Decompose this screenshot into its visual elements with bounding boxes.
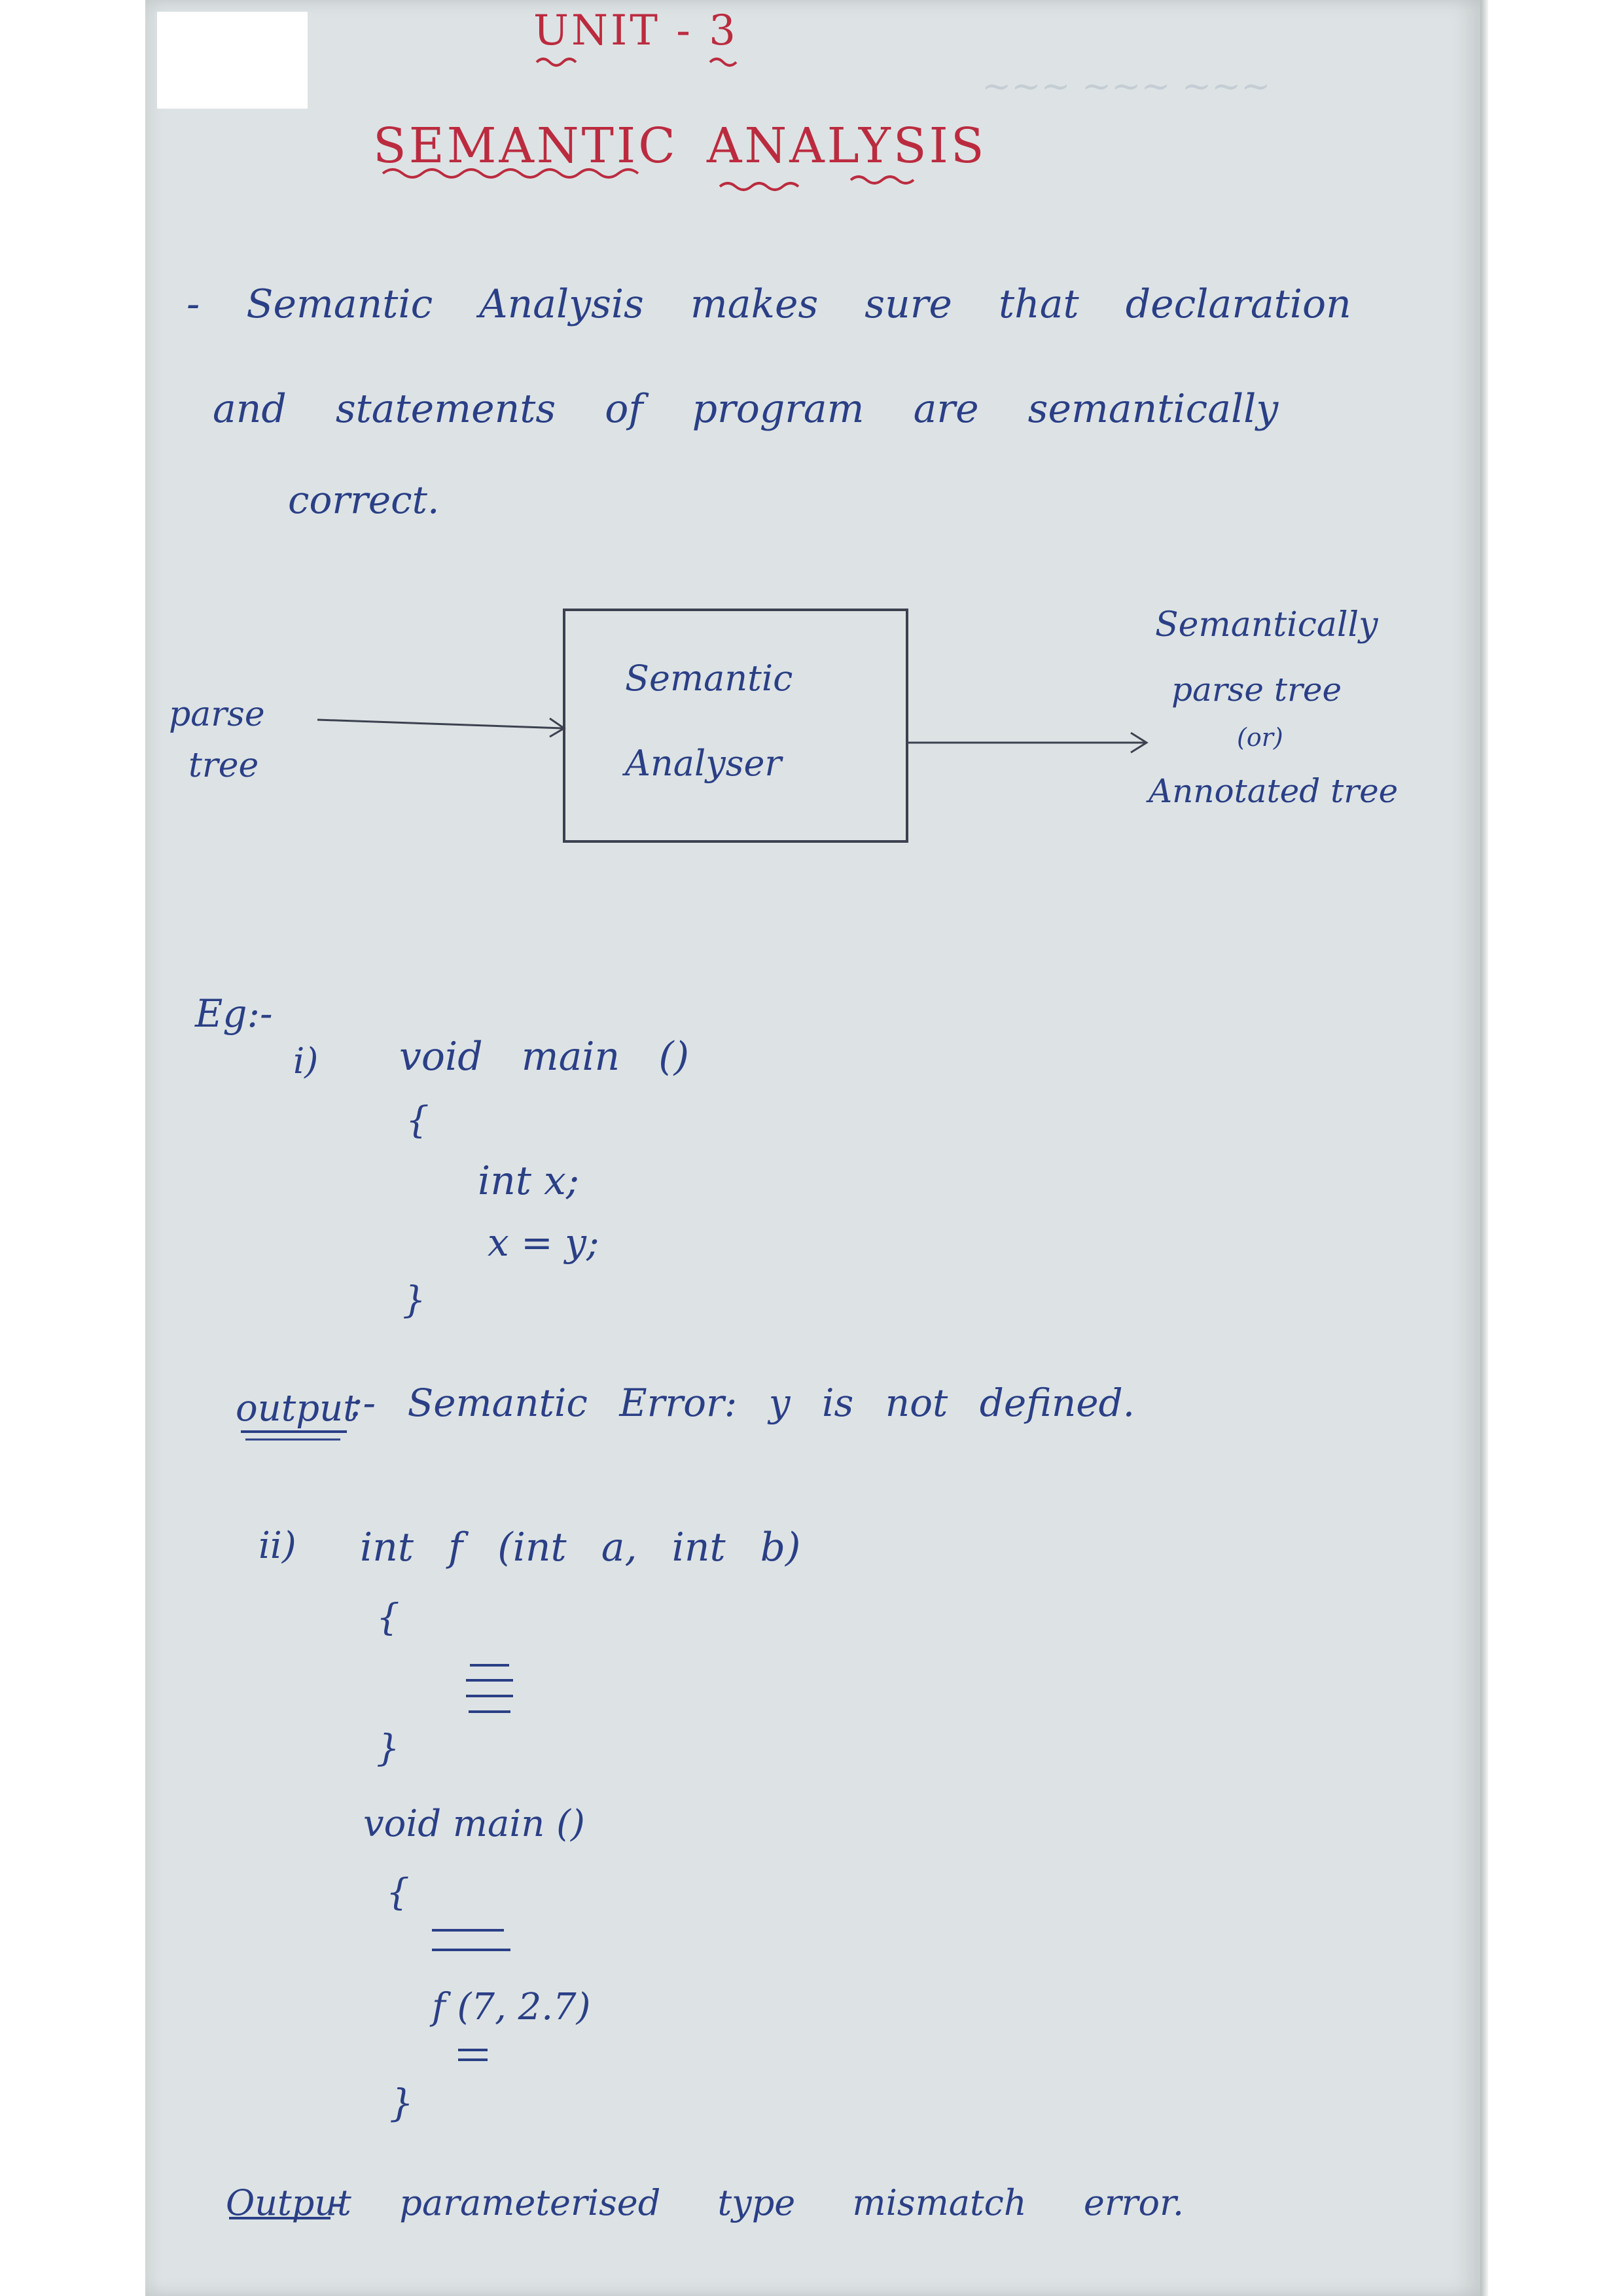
semantic-analyser-box bbox=[563, 609, 908, 843]
ex1-line-void-main: void main () bbox=[399, 1034, 690, 1080]
ex2-line-void-main: void main () bbox=[363, 1803, 585, 1845]
ex1-open-brace: { bbox=[406, 1099, 429, 1142]
unit-heading: UNIT - 3 bbox=[533, 7, 738, 55]
ex1-line-x-equals-y: x = y; bbox=[488, 1220, 599, 1265]
ex1-marker: i) bbox=[293, 1040, 319, 1082]
input-label-parse: parse bbox=[169, 695, 265, 734]
bleed-through-text: ~~~ ~~~ ~~~ bbox=[982, 65, 1271, 107]
intro-line-2: and statements of program are semantically bbox=[213, 386, 1279, 432]
output-label-annotated-tree: Annotated tree bbox=[1149, 772, 1399, 810]
ex2-line-int-f: int f (int a, int b) bbox=[360, 1525, 801, 1570]
example-heading: Eg:- bbox=[195, 991, 273, 1036]
input-label-tree: tree bbox=[188, 746, 259, 785]
ex2-call-line: f (7, 2.7) bbox=[432, 1986, 591, 2028]
ex2-close-brace: } bbox=[376, 1727, 400, 1770]
ex1-close-brace: } bbox=[402, 1279, 426, 1322]
ex2-output-text: - parameterised type mismatch error. bbox=[330, 2182, 1184, 2223]
box-label-analyser: Analyser bbox=[625, 743, 782, 784]
title-word-analysis: ANALYSIS bbox=[707, 118, 987, 174]
ex2-output-label: Output bbox=[226, 2182, 351, 2223]
ex2-open-brace-main: { bbox=[386, 1871, 410, 1914]
box-label-semantic: Semantic bbox=[625, 658, 793, 699]
title-word-semantic: SEMANTIC bbox=[373, 118, 678, 174]
intro-line-1: - Semantic Analysis makes sure that declaration bbox=[187, 281, 1351, 327]
ex2-close-brace-main: } bbox=[389, 2081, 414, 2125]
ex1-line-int-x: int x; bbox=[478, 1158, 580, 1204]
ex2-open-brace: { bbox=[376, 1597, 400, 1639]
intro-line-3: correct. bbox=[288, 478, 440, 522]
output-label-parse-tree: parse tree bbox=[1171, 671, 1342, 709]
ex2-marker: ii) bbox=[259, 1525, 296, 1567]
output-label-semantically: Semantically bbox=[1155, 605, 1378, 645]
output-label-or: (or) bbox=[1237, 723, 1283, 752]
ex1-output-label: output bbox=[236, 1387, 358, 1430]
ex1-output-text: :- Semantic Error: y is not defined. bbox=[350, 1381, 1135, 1425]
